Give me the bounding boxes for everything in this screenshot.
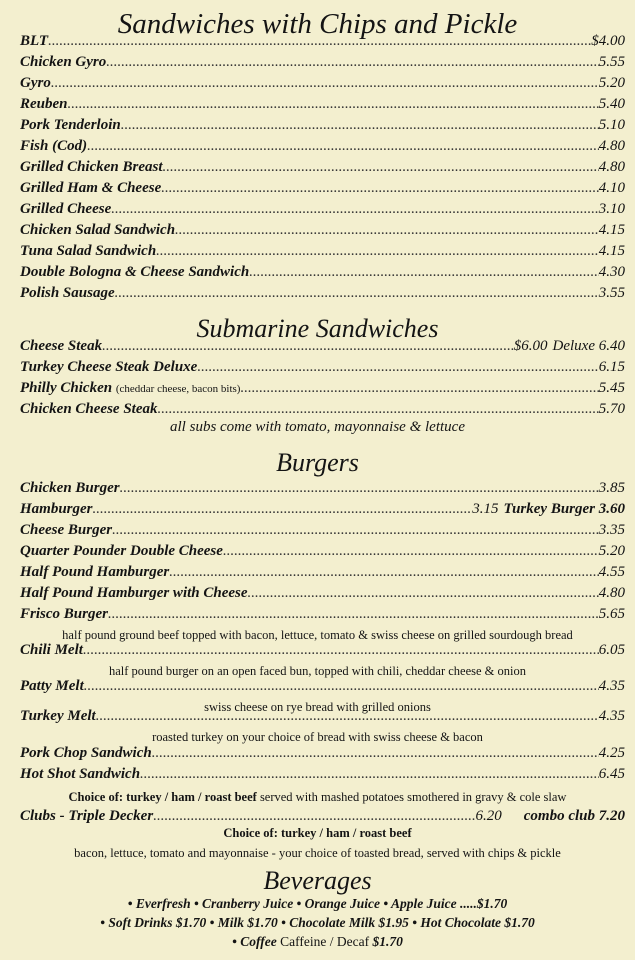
menu-item <box>20 201 625 221</box>
item-price: 4.30 <box>598 264 625 280</box>
item-price: 4.80 <box>598 138 625 154</box>
item-extra-price: Deluxe 6.40 <box>552 338 625 354</box>
item-price: 5.20 <box>598 543 625 559</box>
item-name: Chicken Cheese Steak <box>20 401 158 417</box>
menu-item <box>20 285 625 305</box>
item-price: 4.80 <box>598 585 625 601</box>
item-price: 4.35 <box>598 708 625 724</box>
leader-dots <box>140 766 599 783</box>
menu-item <box>20 401 625 421</box>
menu-item <box>20 564 625 584</box>
item-price: 5.40 <box>598 96 625 112</box>
item-price: 4.80 <box>598 159 625 175</box>
item-price: 3.35 <box>598 522 625 538</box>
item-name: Turkey Melt <box>20 708 96 724</box>
coffee-options: Caffeine / Decaf <box>280 934 370 949</box>
item-name: Grilled Ham & Cheese <box>20 180 162 196</box>
menu-item <box>20 138 625 158</box>
frisco-description: half pound ground beef topped with bacon, lettuce, tomato & swiss cheese on grilled sourdough bread <box>62 628 573 642</box>
item-price: 3.15 <box>472 501 499 517</box>
item-name: BLT <box>20 33 49 49</box>
item-price: $6.00 <box>513 338 548 354</box>
clubs-choice: Choice of: turkey / ham / roast beef <box>223 826 412 840</box>
menu-item <box>20 33 625 53</box>
item-price: 5.55 <box>598 54 625 70</box>
chili-description: half pound burger on an open faced bun, topped with chili, cheddar cheese & onion <box>108 664 526 678</box>
burgers-title: Burgers <box>276 448 359 477</box>
menu-item-clubs <box>20 808 625 828</box>
item-name: Cheese Steak <box>20 338 103 354</box>
leader-dots <box>153 808 475 825</box>
item-name: Fish (Cod) <box>20 138 88 154</box>
leader-dots <box>161 180 599 197</box>
item-note: (cheddar cheese, bacon bits) <box>115 383 241 395</box>
item-price: 6.45 <box>598 766 625 782</box>
item-price: 5.65 <box>598 606 625 622</box>
item-price: 4.25 <box>598 745 625 761</box>
leader-dots <box>83 642 599 659</box>
item-price: 3.10 <box>598 201 625 217</box>
menu-item <box>20 338 625 358</box>
turkey-desc-text: roasted turkey on your choice of bread with swiss cheese & bacon <box>152 730 483 744</box>
leader-dots <box>48 33 591 50</box>
item-price: 4.15 <box>598 222 625 238</box>
leader-dots <box>51 75 599 92</box>
item-price: 4.55 <box>598 564 625 580</box>
menu-item <box>20 745 625 765</box>
leader-dots <box>112 522 599 539</box>
item-name: Hamburger <box>20 501 93 517</box>
menu-item <box>20 264 625 284</box>
item-price: 6.20 <box>475 808 502 824</box>
item-name <box>20 380 240 397</box>
leader-dots <box>102 338 514 355</box>
item-name: Cheese Burger <box>20 522 113 538</box>
item-price: 3.85 <box>598 480 625 496</box>
menu-item <box>20 480 625 500</box>
menu-item <box>20 606 625 626</box>
item-price: 4.35 <box>598 678 625 694</box>
leader-dots <box>152 745 599 762</box>
leader-dots <box>87 138 599 155</box>
leader-dots <box>240 380 598 397</box>
menu-item <box>20 359 625 379</box>
item-name: Chili Melt <box>20 642 83 658</box>
item-extra-price: combo club 7.20 <box>523 808 625 824</box>
leader-dots <box>175 222 599 239</box>
sandwiches-title: Sandwiches with Chips and Pickle <box>117 8 518 40</box>
subs-title: Submarine Sandwiches <box>196 314 439 343</box>
item-price: 5.45 <box>598 380 625 396</box>
menu-item <box>20 380 625 400</box>
menu-item <box>20 243 625 263</box>
item-name: Quarter Pounder Double Cheese <box>20 543 223 559</box>
leader-dots <box>158 401 599 418</box>
item-price: 5.20 <box>598 75 625 91</box>
item-name: Gyro <box>20 75 51 91</box>
item-name: Pork Chop Sandwich <box>20 745 152 761</box>
menu-item <box>20 678 625 698</box>
menu-item <box>20 522 625 542</box>
beverages-title: Beverages <box>263 866 372 895</box>
item-price: 4.15 <box>598 243 625 259</box>
leader-dots <box>121 117 599 134</box>
leader-dots <box>163 159 599 176</box>
leader-dots <box>111 201 599 218</box>
item-name: Half Pound Hamburger with Cheese <box>20 585 248 601</box>
leader-dots <box>249 264 599 281</box>
item-name: Chicken Salad Sandwich <box>20 222 176 238</box>
item-extra-price: Turkey Burger 3.60 <box>503 501 625 517</box>
menu-item <box>20 222 625 242</box>
leader-dots <box>84 678 599 695</box>
leader-dots <box>197 359 598 376</box>
beverages-line-3 <box>0 934 635 950</box>
item-name: Grilled Cheese <box>20 201 112 217</box>
item-name: Clubs - Triple Decker <box>20 808 154 824</box>
menu-item <box>20 585 625 605</box>
coffee-price: $1.70 <box>372 934 403 949</box>
item-name: Double Bologna & Cheese Sandwich <box>20 264 250 280</box>
hotshot-description <box>0 790 635 805</box>
leader-dots <box>169 564 599 581</box>
item-price: 4.10 <box>598 180 625 196</box>
hotshot-choice: Choice of: turkey / ham / roast beef <box>68 790 257 804</box>
menu-item <box>20 117 625 137</box>
item-name: Half Pound Hamburger <box>20 564 170 580</box>
menu-item <box>20 766 625 786</box>
item-name: Hot Shot Sandwich <box>20 766 141 782</box>
menu-item <box>20 180 625 200</box>
subs-note: all subs come with tomato, mayonnaise & lettuce <box>170 419 465 435</box>
item-name: Reuben <box>20 96 68 112</box>
menu-item <box>20 642 625 662</box>
item-price: 5.70 <box>598 401 625 417</box>
leader-dots <box>68 96 599 113</box>
item-name: Grilled Chicken Breast <box>20 159 163 175</box>
item-name: Chicken Burger <box>20 480 120 496</box>
item-price: 6.15 <box>598 359 625 375</box>
item-name: Polish Sausage <box>20 285 115 301</box>
patty-description: swiss cheese on rye bread with grilled onions <box>204 700 431 714</box>
item-name-text: Philly Chicken <box>20 380 113 396</box>
menu-item <box>20 96 625 116</box>
leader-dots <box>108 606 599 623</box>
leader-dots <box>106 54 599 71</box>
turkey-melt-description <box>0 730 635 745</box>
leader-dots <box>120 480 599 497</box>
item-price: $4.00 <box>591 33 625 49</box>
item-name: Pork Tenderloin <box>20 117 121 133</box>
clubs-description: bacon, lettuce, tomato and mayonnaise - your choice of toasted bread, served with chips & pickle <box>74 846 561 860</box>
menu-item <box>20 54 625 74</box>
item-name: Tuna Salad Sandwich <box>20 243 157 259</box>
item-name: Turkey Cheese Steak Deluxe <box>20 359 198 375</box>
item-name: Frisco Burger <box>20 606 108 622</box>
item-price: 6.05 <box>598 642 625 658</box>
hotshot-desc-text: served with mashed potatoes smothered in gravy & cole slaw <box>259 790 567 804</box>
leader-dots <box>248 585 599 602</box>
coffee-label: • Coffee <box>232 934 277 949</box>
menu-item <box>20 75 625 95</box>
item-price: 3.55 <box>598 285 625 301</box>
leader-dots <box>93 501 473 518</box>
item-price: 5.10 <box>598 117 625 133</box>
menu-item <box>20 543 625 563</box>
beverages-line-2: • Soft Drinks $1.70 • Milk $1.70 • Chocolate Milk $1.95 • Hot Chocolate $1.70 <box>100 915 535 930</box>
leader-dots <box>223 543 599 560</box>
menu-item <box>20 501 625 521</box>
menu-item <box>20 159 625 179</box>
item-name: Patty Melt <box>20 678 84 694</box>
leader-dots <box>115 285 599 302</box>
leader-dots <box>156 243 599 260</box>
beverages-line-1: • Everfresh • Cranberry Juice • Orange Juice • Apple Juice .....$1.70 <box>127 896 508 911</box>
item-name: Chicken Gyro <box>20 54 107 70</box>
